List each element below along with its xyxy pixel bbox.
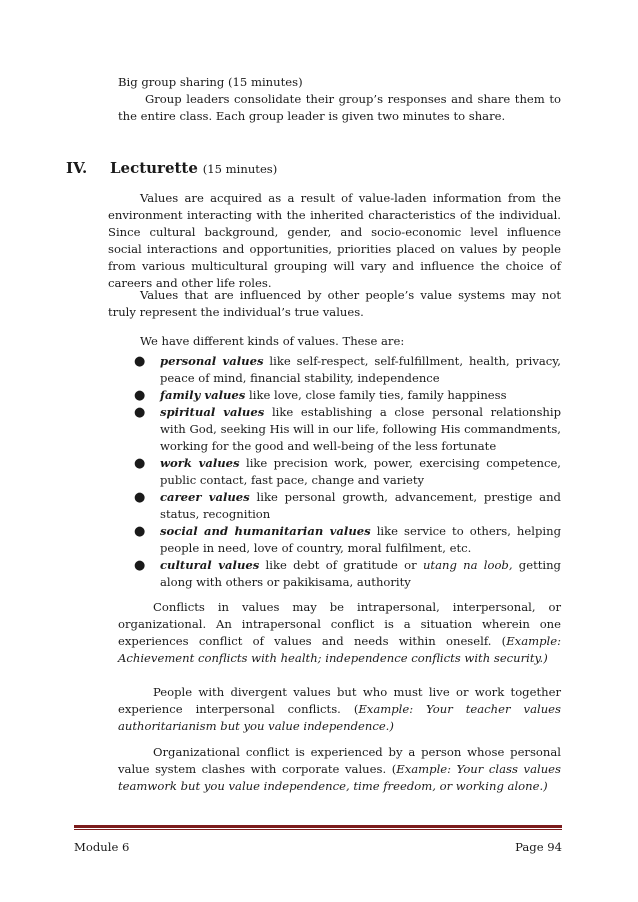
value-term: family values	[160, 388, 246, 402]
paragraph-intrapersonal-conflict	[118, 599, 561, 667]
value-desc: getting along with others or pakikisama, authority	[160, 558, 561, 589]
paragraph-organizational-conflict	[118, 744, 561, 795]
value-desc: like precision work, power, exercising competence, public contact, fast pace, change and variety	[160, 456, 561, 487]
conflict-text: People with divergent values but who must live or work together experience interpersonal conflicts. (	[118, 685, 561, 716]
conflict-example: Example: Your teacher values authoritarianism but you value independence.)	[118, 702, 561, 733]
conflict-example: Example: Achievement conflicts with health; independence conflicts with security.)	[118, 634, 561, 665]
list-item	[128, 387, 561, 404]
bullet-icon: ●	[134, 524, 146, 539]
paragraph-influenced-values: Values that are influenced by other people’s value systems may not truly represent the individual’s true values.	[108, 288, 561, 319]
conflict-text: Conflicts in values may be intrapersonal, interpersonal, or organizational. An intrapersonal conflict is a situation wherein one experiences conflict of values and needs within oneself. (	[118, 600, 561, 648]
section-duration: (15 minutes)	[202, 162, 278, 176]
sharing-body: Group leaders consolidate their group’s responses and share them to the entire class. Each group leader is given two minutes to share.	[118, 92, 561, 123]
value-desc: like self-respect, self-fulfillment, health, privacy, peace of mind, financial stability, independence	[160, 354, 561, 385]
value-term: social and humanitarian values	[160, 524, 371, 538]
conflict-example: Example: Your class values teamwork but you value independence, time freedom, or working alone.)	[118, 762, 561, 793]
footer-rule-thin	[74, 829, 562, 830]
value-desc: like personal growth, advancement, prestige and status, recognition	[160, 490, 561, 521]
bullet-icon: ●	[134, 558, 146, 573]
sharing-title: Big group sharing (15 minutes)	[118, 75, 303, 89]
list-item	[128, 557, 561, 591]
bullet-icon: ●	[134, 388, 146, 403]
conflict-text: Organizational conflict is experienced by a person whose personal value system clashes with corporate values. (	[118, 745, 561, 776]
value-desc: like service to others, helping people in need, love of country, moral fulfilment, etc.	[160, 524, 561, 555]
value-desc-italic: utang na loob,	[422, 558, 513, 572]
bullet-icon: ●	[134, 405, 146, 420]
list-item	[128, 404, 561, 455]
list-intro: We have different kinds of values. These are:	[140, 334, 405, 348]
value-term: career values	[160, 490, 250, 504]
footer-rule	[74, 825, 562, 828]
bullet-icon: ●	[134, 456, 146, 471]
value-desc: like debt of gratitude or	[259, 558, 423, 572]
value-desc: like establishing a close personal relationship with God, seeking His will in our life, following His commandments, working for the good and well-being of the less fortunate	[160, 405, 561, 453]
section-title: Lecturette	[110, 159, 198, 177]
list-item	[128, 523, 561, 557]
value-term: personal values	[160, 354, 264, 368]
section-number: IV.	[66, 159, 88, 177]
bullet-icon: ●	[134, 490, 146, 505]
values-list	[128, 353, 561, 591]
value-desc: like love, close family ties, family happiness	[245, 388, 507, 402]
paragraph-values-acquired: Values are acquired as a result of value-laden information from the environment interacting with the inherited characteristics of the individual. Since cultural background, gender, and socio-economic level influence social interactions and opportunities, priorities placed on values by people from various multicultural grouping will vary and influence the choice of careers and other life roles.	[108, 191, 561, 290]
footer-page-number: Page 94	[515, 840, 562, 854]
list-item	[128, 353, 561, 387]
list-item	[128, 489, 561, 523]
section-heading	[66, 160, 277, 178]
value-term: work values	[160, 456, 240, 470]
footer-module: Module 6	[74, 840, 130, 854]
bullet-icon: ●	[134, 354, 146, 369]
value-term: spiritual values	[160, 405, 265, 419]
list-item	[128, 455, 561, 489]
paragraph-interpersonal-conflict	[118, 684, 561, 735]
value-term: cultural values	[160, 558, 260, 572]
